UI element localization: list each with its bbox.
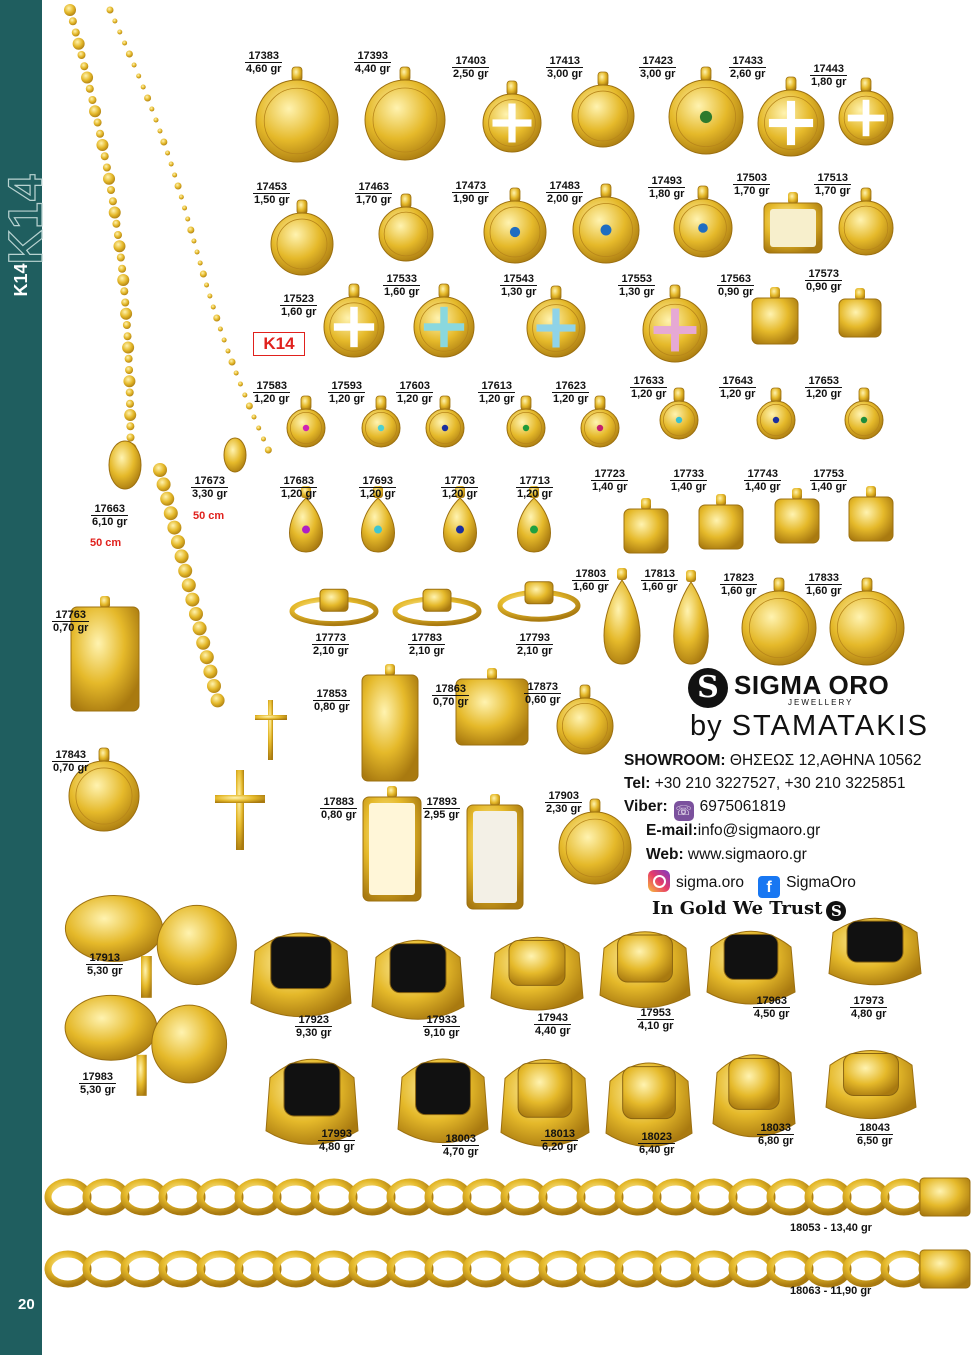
product-code: 17753 xyxy=(810,468,847,481)
pendant-image xyxy=(838,78,894,146)
product-code: 17993 xyxy=(318,1128,355,1141)
product-label-17663 xyxy=(91,503,128,528)
product-label-18013 xyxy=(541,1128,578,1153)
pendant-image xyxy=(774,488,820,544)
product-label-17523 xyxy=(280,293,317,318)
product-weight: 2,10 gr xyxy=(313,645,349,657)
product-code: 17783 xyxy=(408,632,445,645)
bracelet-label-2: 18063 - 11,90 gr xyxy=(790,1285,872,1297)
product-label-18043 xyxy=(856,1122,893,1147)
product-weight: 1,80 gr xyxy=(649,188,685,200)
product-code: 17413 xyxy=(546,55,583,68)
instagram-icon[interactable] xyxy=(648,870,670,892)
product-label-17613 xyxy=(478,380,515,405)
product-label-17583 xyxy=(253,380,290,405)
by-line: by STAMATAKIS xyxy=(690,710,929,742)
product-label-17593 xyxy=(328,380,365,405)
product-label-17903 xyxy=(545,790,582,815)
product-code: 17903 xyxy=(545,790,582,803)
chain-length-left: 50 cm xyxy=(90,537,122,549)
pendant-image xyxy=(763,192,823,254)
pendant-image xyxy=(757,77,825,157)
product-weight: 1,60 gr xyxy=(384,286,420,298)
product-weight: 4,40 gr xyxy=(355,63,391,75)
sidebar-title-big: K14 xyxy=(0,173,53,265)
product-code: 17883 xyxy=(320,796,357,809)
pendant-image xyxy=(362,786,422,902)
product-label-17843 xyxy=(52,749,89,774)
product-label-17503 xyxy=(733,172,770,197)
product-code: 17973 xyxy=(850,995,887,1008)
product-code: 17593 xyxy=(328,380,365,393)
pendant-image xyxy=(668,67,744,155)
product-code: 17553 xyxy=(618,273,655,286)
product-label-17653 xyxy=(805,375,842,400)
product-weight: 1,20 gr xyxy=(517,488,553,500)
product-label-17813 xyxy=(641,568,678,593)
product-weight: 3,00 gr xyxy=(547,68,583,80)
product-label-17933 xyxy=(423,1014,460,1039)
product-code: 17443 xyxy=(810,63,847,76)
product-label-18023 xyxy=(638,1131,675,1156)
product-weight: 4,70 gr xyxy=(443,1146,479,1158)
product-label-17403 xyxy=(452,55,489,80)
sigma-logo-icon: S xyxy=(688,668,728,708)
product-code: 17723 xyxy=(591,468,628,481)
instagram-handle[interactable]: sigma.oro xyxy=(676,874,745,891)
product-code: 17803 xyxy=(572,568,609,581)
product-weight: 2,00 gr xyxy=(547,193,583,205)
product-weight: 1,30 gr xyxy=(619,286,655,298)
product-code: 17843 xyxy=(52,749,89,762)
product-weight: 1,70 gr xyxy=(356,194,392,206)
product-code: 17873 xyxy=(524,681,561,694)
product-weight: 0,90 gr xyxy=(806,281,842,293)
product-label-17573 xyxy=(805,268,842,293)
product-label-17693 xyxy=(359,475,396,500)
product-label-17773 xyxy=(312,632,349,657)
product-code: 18013 xyxy=(541,1128,578,1141)
product-weight: 2,10 gr xyxy=(517,645,553,657)
chain-length-right: 50 cm xyxy=(193,510,225,522)
product-code: 17483 xyxy=(546,180,583,193)
product-weight: 2,50 gr xyxy=(453,68,489,80)
product-code: 17893 xyxy=(423,796,460,809)
product-weight: 6,20 gr xyxy=(542,1141,578,1153)
product-weight: 0,90 gr xyxy=(718,286,754,298)
product-label-17923 xyxy=(295,1014,332,1039)
product-weight: 1,20 gr xyxy=(631,388,667,400)
product-label-17623 xyxy=(552,380,589,405)
product-label-17673 xyxy=(191,475,228,500)
product-label-17533 xyxy=(383,273,420,298)
product-label-17893 xyxy=(423,796,460,821)
product-code: 17663 xyxy=(91,503,128,516)
bracelet-label-1: 18053 - 13,40 gr xyxy=(790,1222,872,1234)
pendant-image xyxy=(466,794,524,910)
product-weight: 1,20 gr xyxy=(720,388,756,400)
pendant-image xyxy=(571,72,635,148)
product-weight: 1,80 gr xyxy=(811,76,847,88)
product-code: 17433 xyxy=(729,55,766,68)
viber-line: Viber: ☏ 6975061819 xyxy=(624,798,786,821)
signet-ring-image xyxy=(822,1040,920,1124)
product-weight: 1,20 gr xyxy=(360,488,396,500)
product-label-17513 xyxy=(814,172,851,197)
product-weight: 9,30 gr xyxy=(296,1027,332,1039)
product-weight: 1,20 gr xyxy=(254,393,290,405)
product-weight: 1,60 gr xyxy=(573,581,609,593)
product-weight: 2,60 gr xyxy=(730,68,766,80)
product-code: 17773 xyxy=(312,632,349,645)
product-label-17393 xyxy=(354,50,391,75)
pendant-image xyxy=(698,494,744,550)
product-label-17913 xyxy=(86,952,123,977)
sidebar xyxy=(0,0,53,1355)
product-label-17763 xyxy=(52,609,89,634)
product-weight: 1,60 gr xyxy=(281,306,317,318)
product-code: 18003 xyxy=(442,1133,479,1146)
product-weight: 1,20 gr xyxy=(553,393,589,405)
product-code: 17613 xyxy=(478,380,515,393)
pendant-image xyxy=(361,664,419,782)
product-label-17413 xyxy=(546,55,583,80)
product-label-17703 xyxy=(441,475,478,500)
product-code: 18043 xyxy=(856,1122,893,1135)
product-code: 17703 xyxy=(441,475,478,488)
product-label-17603 xyxy=(396,380,433,405)
product-code: 17513 xyxy=(814,172,851,185)
product-label-17643 xyxy=(719,375,756,400)
signet-ring-image xyxy=(596,920,694,1014)
product-label-17823 xyxy=(720,572,757,597)
product-code: 17573 xyxy=(805,268,842,281)
product-label-17713 xyxy=(516,475,553,500)
product-weight: 4,10 gr xyxy=(638,1020,674,1032)
pendant-image xyxy=(413,284,475,358)
product-code: 17713 xyxy=(516,475,553,488)
pendant-image xyxy=(323,284,385,358)
product-weight: 1,20 gr xyxy=(479,393,515,405)
product-label-17473 xyxy=(452,180,489,205)
pendant-image xyxy=(838,288,882,338)
product-code: 17933 xyxy=(423,1014,460,1027)
product-label-17783 xyxy=(408,632,445,657)
product-weight: 1,20 gr xyxy=(442,488,478,500)
product-code: 17563 xyxy=(717,273,754,286)
product-code: 17853 xyxy=(313,688,350,701)
product-code: 17503 xyxy=(733,172,770,185)
product-label-17833 xyxy=(805,572,842,597)
product-weight: 1,50 gr xyxy=(254,194,290,206)
product-label-17793 xyxy=(516,632,553,657)
facebook-icon[interactable]: f xyxy=(758,876,780,898)
product-weight: 4,80 gr xyxy=(851,1008,887,1020)
page-number: 20 xyxy=(18,1296,35,1313)
product-label-18033 xyxy=(757,1122,794,1147)
product-weight: 1,60 gr xyxy=(642,581,678,593)
product-code: 17653 xyxy=(805,375,842,388)
product-code: 17403 xyxy=(452,55,489,68)
brand-name: SIGMA ORO xyxy=(734,670,890,700)
tel-line: Tel: +30 210 3227527, +30 210 3225851 xyxy=(624,775,906,792)
product-code: 17793 xyxy=(516,632,553,645)
product-weight: 1,90 gr xyxy=(453,193,489,205)
product-weight: 2,95 gr xyxy=(424,809,460,821)
product-label-17803 xyxy=(572,568,609,593)
product-weight: 9,10 gr xyxy=(424,1027,460,1039)
product-weight: 0,70 gr xyxy=(53,622,89,634)
product-label-17453 xyxy=(253,181,290,206)
product-weight: 1,40 gr xyxy=(592,481,628,493)
product-label-17863 xyxy=(432,683,469,708)
pendant-image xyxy=(623,498,669,554)
pendant-image xyxy=(483,188,547,264)
product-weight: 6,50 gr xyxy=(857,1135,893,1147)
product-weight: 3,00 gr xyxy=(640,68,676,80)
product-code: 17523 xyxy=(280,293,317,306)
product-label-17723 xyxy=(591,468,628,493)
product-code: 17863 xyxy=(432,683,469,696)
product-label-17943 xyxy=(534,1012,571,1037)
pendant-image xyxy=(838,188,894,256)
product-weight: 4,60 gr xyxy=(246,63,282,75)
product-weight: 6,80 gr xyxy=(758,1135,794,1147)
pendant-image xyxy=(751,287,799,345)
product-code: 17623 xyxy=(552,380,589,393)
product-weight: 6,10 gr xyxy=(92,516,128,528)
product-label-17633 xyxy=(630,375,667,400)
brand-logo-block xyxy=(688,668,890,712)
product-code: 17603 xyxy=(396,380,433,393)
product-label-17753 xyxy=(810,468,847,493)
product-weight: 1,40 gr xyxy=(745,481,781,493)
product-weight: 1,70 gr xyxy=(815,185,851,197)
product-label-17983 xyxy=(79,1071,116,1096)
product-label-17853 xyxy=(313,688,350,713)
product-weight: 1,40 gr xyxy=(671,481,707,493)
web-link[interactable]: www.sigmaoro.gr xyxy=(687,846,807,863)
product-weight: 6,40 gr xyxy=(639,1144,675,1156)
product-code: 17963 xyxy=(753,995,790,1008)
product-code: 17693 xyxy=(359,475,396,488)
product-weight: 5,30 gr xyxy=(87,965,123,977)
cufflink-image xyxy=(60,890,240,1000)
product-weight: 2,30 gr xyxy=(546,803,582,815)
karat-badge: K14 xyxy=(253,332,305,356)
product-code: 17473 xyxy=(452,180,489,193)
product-code: 17453 xyxy=(253,181,290,194)
product-label-17563 xyxy=(717,273,754,298)
product-label-17383 xyxy=(245,50,282,75)
product-code: 17923 xyxy=(295,1014,332,1027)
product-code: 17983 xyxy=(79,1071,116,1084)
product-weight: 0,70 gr xyxy=(433,696,469,708)
product-weight: 4,80 gr xyxy=(319,1141,355,1153)
product-label-17493 xyxy=(648,175,685,200)
pendant-image xyxy=(286,396,326,448)
product-code: 17643 xyxy=(719,375,756,388)
pendant-image xyxy=(848,486,894,542)
product-weight: 1,40 gr xyxy=(811,481,847,493)
product-weight: 0,70 gr xyxy=(53,762,89,774)
ring-image xyxy=(497,576,581,624)
product-code: 17763 xyxy=(52,609,89,622)
product-code: 17683 xyxy=(280,475,317,488)
product-label-17743 xyxy=(744,468,781,493)
product-code: 17633 xyxy=(630,375,667,388)
signet-ring-image xyxy=(368,928,468,1026)
product-code: 17423 xyxy=(639,55,676,68)
bracelet-image xyxy=(42,1172,980,1222)
product-weight: 1,20 gr xyxy=(806,388,842,400)
pendant-image xyxy=(844,388,884,440)
product-weight: 5,30 gr xyxy=(80,1084,116,1096)
product-weight: 1,60 gr xyxy=(806,585,842,597)
email-line: E-mail:info@sigmaoro.gr xyxy=(646,822,821,839)
slogan: In Gold We Trust S xyxy=(652,898,846,921)
product-code: 17743 xyxy=(744,468,781,481)
product-code: 17813 xyxy=(641,568,678,581)
product-code: 17383 xyxy=(245,50,282,63)
product-label-17553 xyxy=(618,273,655,298)
social-line xyxy=(648,870,856,898)
product-label-17433 xyxy=(729,55,766,80)
sidebar-title-small: K14 xyxy=(11,263,31,297)
product-weight: 1,30 gr xyxy=(501,286,537,298)
product-code: 17463 xyxy=(355,181,392,194)
product-code: 17393 xyxy=(354,50,391,63)
product-code: 17543 xyxy=(500,273,537,286)
product-label-17963 xyxy=(753,995,790,1020)
product-label-17973 xyxy=(850,995,887,1020)
product-label-17443 xyxy=(810,63,847,88)
product-weight: 1,20 gr xyxy=(281,488,317,500)
signet-ring-image xyxy=(487,926,587,1016)
product-code: 17583 xyxy=(253,380,290,393)
product-weight: 3,30 gr xyxy=(192,488,228,500)
product-label-17733 xyxy=(670,468,707,493)
pendant-image xyxy=(482,81,542,153)
product-code: 17953 xyxy=(637,1007,674,1020)
product-code: 17733 xyxy=(670,468,707,481)
product-label-17683 xyxy=(280,475,317,500)
product-label-17993 xyxy=(318,1128,355,1153)
email-link[interactable]: info@sigmaoro.gr xyxy=(697,822,821,839)
product-label-17953 xyxy=(637,1007,674,1032)
viber-icon: ☏ xyxy=(674,801,694,821)
product-weight: 1,20 gr xyxy=(329,393,365,405)
showroom-line: SHOWROOM: ΘΗΣΕΩΣ 12,ΑΘΗΝΑ 10562 xyxy=(624,752,922,769)
product-weight: 1,70 gr xyxy=(734,185,770,197)
product-code: 17533 xyxy=(383,273,420,286)
product-weight: 1,60 gr xyxy=(721,585,757,597)
pendant-image xyxy=(361,396,401,448)
product-code: 17943 xyxy=(534,1012,571,1025)
product-code: 17823 xyxy=(720,572,757,585)
product-weight: 0,60 gr xyxy=(525,694,561,706)
ring-image xyxy=(289,584,379,628)
pendant-image xyxy=(364,67,446,161)
product-label-17463 xyxy=(355,181,392,206)
product-weight: 1,20 gr xyxy=(397,393,433,405)
product-code: 17493 xyxy=(648,175,685,188)
product-label-17483 xyxy=(546,180,583,205)
product-label-17543 xyxy=(500,273,537,298)
web-line: Web: www.sigmaoro.gr xyxy=(646,846,807,863)
brand-subtitle: JEWELLERY xyxy=(788,698,854,707)
product-code: 18023 xyxy=(638,1131,675,1144)
pendant-image xyxy=(756,388,796,440)
product-weight: 0,80 gr xyxy=(314,701,350,713)
product-label-17873 xyxy=(524,681,561,706)
rosary-necklace-image xyxy=(50,0,290,860)
product-weight: 4,50 gr xyxy=(754,1008,790,1020)
product-label-17423 xyxy=(639,55,676,80)
product-weight: 2,10 gr xyxy=(409,645,445,657)
viber-number[interactable]: 6975061819 xyxy=(699,798,786,815)
product-code: 17673 xyxy=(191,475,228,488)
facebook-handle[interactable]: SigmaOro xyxy=(786,874,856,891)
pendant-image xyxy=(556,685,614,755)
product-code: 18033 xyxy=(757,1122,794,1135)
product-weight: 4,40 gr xyxy=(535,1025,571,1037)
signet-ring-image xyxy=(247,920,355,1024)
sigma-logo-icon: S xyxy=(826,901,846,921)
product-weight: 0,80 gr xyxy=(321,809,357,821)
product-code: 17833 xyxy=(805,572,842,585)
product-label-18003 xyxy=(442,1133,479,1158)
product-label-17883 xyxy=(320,796,357,821)
ring-image xyxy=(392,584,482,628)
product-code: 17913 xyxy=(86,952,123,965)
